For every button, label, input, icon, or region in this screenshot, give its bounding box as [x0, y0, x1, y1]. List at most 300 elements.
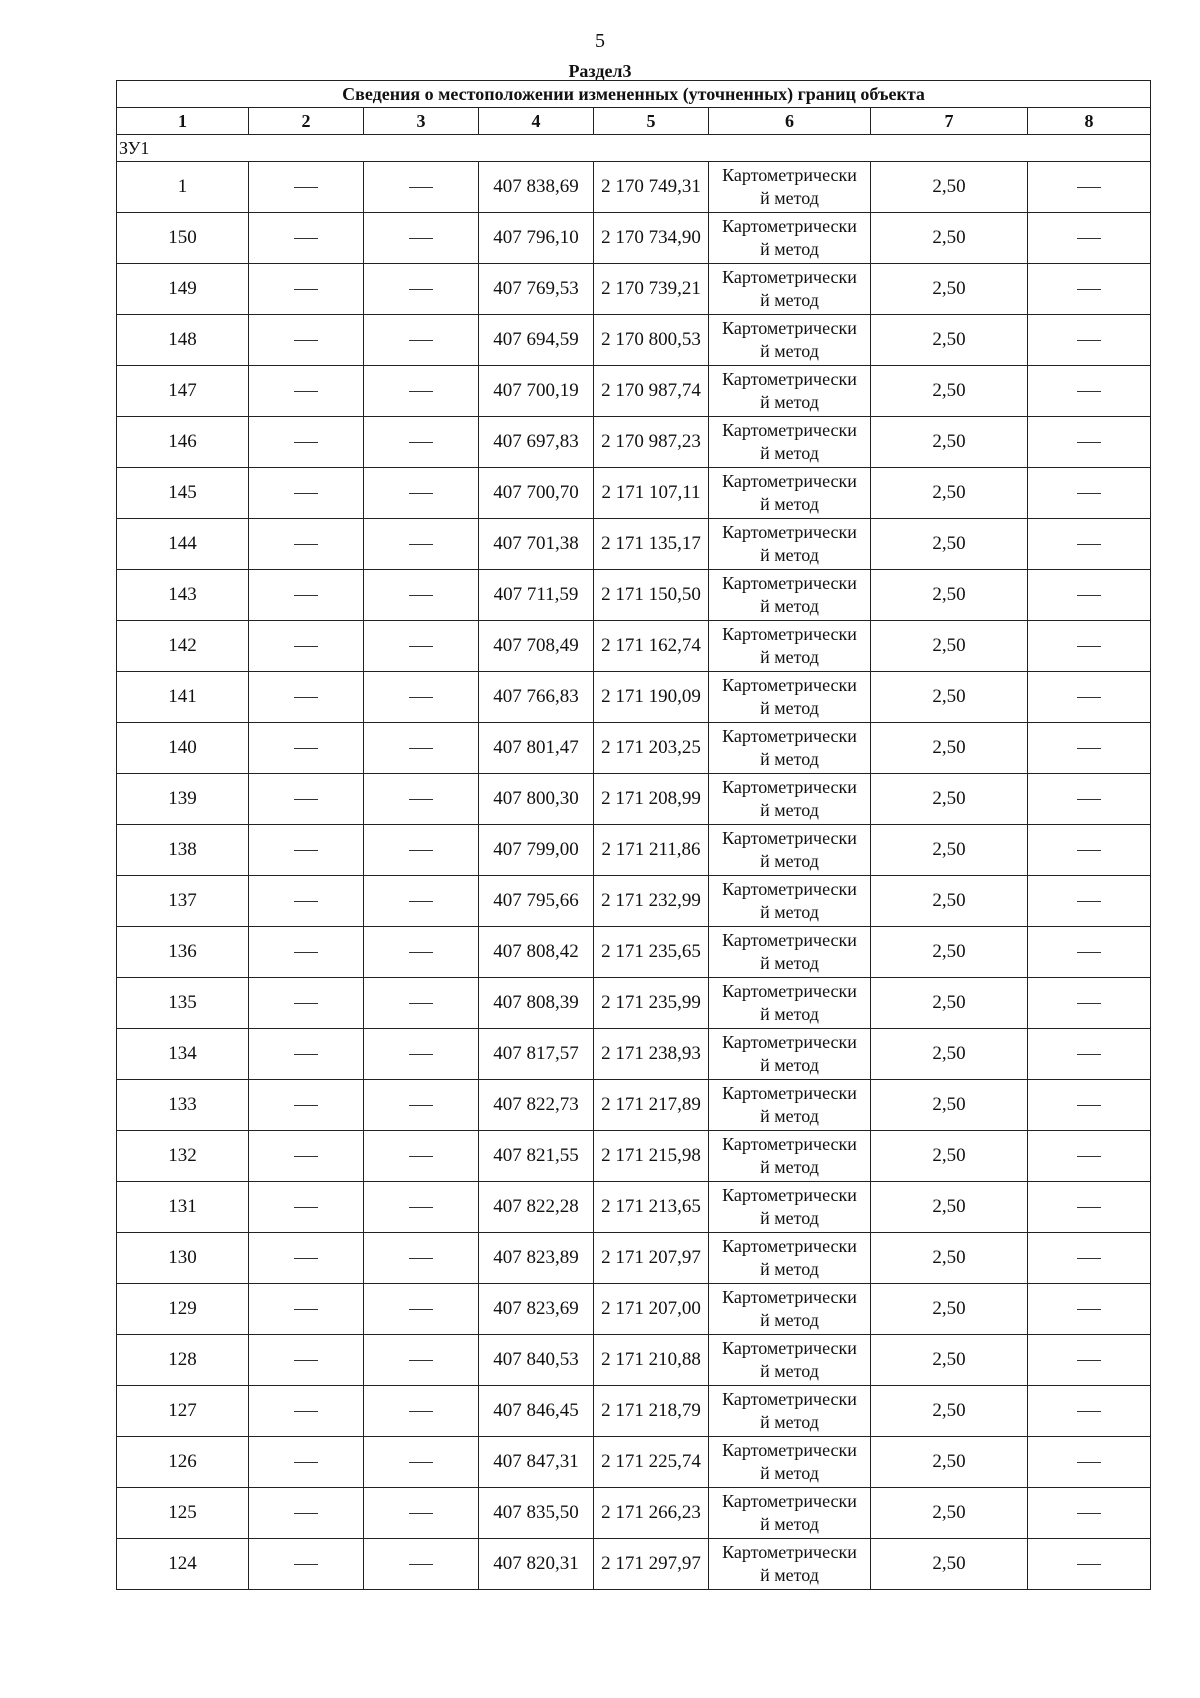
- method-cell: [709, 723, 871, 774]
- method-line-1: Картометрически: [722, 522, 857, 542]
- dash-mark: [294, 1360, 318, 1361]
- y-coordinate-cell: 2 170 987,74: [594, 366, 709, 417]
- y-coordinate-cell: 2 171 207,97: [594, 1233, 709, 1284]
- old-x-cell: [249, 1233, 364, 1284]
- method-line-1: Картометрически: [722, 471, 857, 491]
- dash-mark: [1077, 1003, 1101, 1004]
- method-line-2: й метод: [760, 494, 819, 514]
- accuracy-cell: 2,50: [871, 1233, 1028, 1284]
- y-coordinate-cell: 2 171 266,23: [594, 1488, 709, 1539]
- old-y-cell: [364, 978, 479, 1029]
- dash-mark: [1077, 748, 1101, 749]
- old-y-cell: [364, 774, 479, 825]
- dash-mark: [294, 1564, 318, 1565]
- table-row: [117, 1539, 1151, 1590]
- description-cell: [1028, 1131, 1151, 1182]
- dash-mark: [1077, 697, 1101, 698]
- y-coordinate-cell: 2 171 215,98: [594, 1131, 709, 1182]
- method-line-1: Картометрически: [722, 1338, 857, 1358]
- point-number-cell: 130: [117, 1233, 249, 1284]
- accuracy-cell: 2,50: [871, 1488, 1028, 1539]
- method-line-2: й метод: [760, 953, 819, 973]
- method-line-2: й метод: [760, 1412, 819, 1432]
- x-coordinate-cell: 407 801,47: [479, 723, 594, 774]
- method-line-1: Картометрически: [722, 624, 857, 644]
- dash-mark: [294, 748, 318, 749]
- dash-mark: [1077, 187, 1101, 188]
- dash-mark: [409, 1462, 433, 1463]
- old-y-cell: [364, 1284, 479, 1335]
- accuracy-cell: 2,50: [871, 1335, 1028, 1386]
- dash-mark: [1077, 850, 1101, 851]
- old-x-cell: [249, 978, 364, 1029]
- point-number-cell: 143: [117, 570, 249, 621]
- point-number-cell: 127: [117, 1386, 249, 1437]
- y-coordinate-cell: 2 171 210,88: [594, 1335, 709, 1386]
- x-coordinate-cell: 407 823,89: [479, 1233, 594, 1284]
- dash-mark: [1077, 1309, 1101, 1310]
- description-cell: [1028, 1539, 1151, 1590]
- point-number-cell: 134: [117, 1029, 249, 1080]
- column-number-header: 5: [594, 108, 709, 135]
- y-coordinate-cell: 2 171 203,25: [594, 723, 709, 774]
- table-row: [117, 1233, 1151, 1284]
- description-cell: [1028, 315, 1151, 366]
- table-title: Сведения о местоположении измененных (уточненных) границ объекта: [117, 81, 1151, 108]
- description-cell: [1028, 1284, 1151, 1335]
- point-number-cell: 145: [117, 468, 249, 519]
- dash-mark: [409, 187, 433, 188]
- method-cell: [709, 264, 871, 315]
- x-coordinate-cell: 407 847,31: [479, 1437, 594, 1488]
- description-cell: [1028, 927, 1151, 978]
- method-line-2: й метод: [760, 1106, 819, 1126]
- dash-mark: [409, 238, 433, 239]
- description-cell: [1028, 417, 1151, 468]
- dash-mark: [294, 1258, 318, 1259]
- description-cell: [1028, 213, 1151, 264]
- old-y-cell: [364, 213, 479, 264]
- x-coordinate-cell: 407 800,30: [479, 774, 594, 825]
- method-line-1: Картометрически: [722, 165, 857, 185]
- accuracy-cell: 2,50: [871, 213, 1028, 264]
- method-cell: [709, 927, 871, 978]
- description-cell: [1028, 570, 1151, 621]
- dash-mark: [409, 1564, 433, 1565]
- table-row: [117, 672, 1151, 723]
- column-number-row: [117, 108, 1151, 135]
- description-cell: [1028, 1233, 1151, 1284]
- dash-mark: [1077, 952, 1101, 953]
- dash-mark: [294, 442, 318, 443]
- x-coordinate-cell: 407 700,19: [479, 366, 594, 417]
- dash-mark: [1077, 289, 1101, 290]
- point-number-cell: 137: [117, 876, 249, 927]
- y-coordinate-cell: 2 171 208,99: [594, 774, 709, 825]
- dash-mark: [409, 391, 433, 392]
- y-coordinate-cell: 2 171 213,65: [594, 1182, 709, 1233]
- old-y-cell: [364, 1437, 479, 1488]
- accuracy-cell: 2,50: [871, 621, 1028, 672]
- method-cell: [709, 621, 871, 672]
- old-y-cell: [364, 417, 479, 468]
- description-cell: [1028, 1029, 1151, 1080]
- accuracy-cell: 2,50: [871, 774, 1028, 825]
- method-cell: [709, 1488, 871, 1539]
- accuracy-cell: 2,50: [871, 927, 1028, 978]
- dash-mark: [409, 952, 433, 953]
- x-coordinate-cell: 407 795,66: [479, 876, 594, 927]
- dash-mark: [409, 1156, 433, 1157]
- y-coordinate-cell: 2 171 107,11: [594, 468, 709, 519]
- dash-mark: [294, 952, 318, 953]
- old-x-cell: [249, 162, 364, 213]
- y-coordinate-cell: 2 171 225,74: [594, 1437, 709, 1488]
- dash-mark: [1077, 1513, 1101, 1514]
- x-coordinate-cell: 407 708,49: [479, 621, 594, 672]
- point-number-cell: 136: [117, 927, 249, 978]
- section-title: Раздел3: [568, 61, 632, 81]
- table-row: [117, 1386, 1151, 1437]
- method-line-2: й метод: [760, 1514, 819, 1534]
- old-y-cell: [364, 519, 479, 570]
- method-line-1: Картометрически: [722, 1287, 857, 1307]
- accuracy-cell: 2,50: [871, 1386, 1028, 1437]
- method-line-1: Картометрически: [722, 777, 857, 797]
- x-coordinate-cell: 407 700,70: [479, 468, 594, 519]
- point-number-cell: 141: [117, 672, 249, 723]
- table-row: [117, 213, 1151, 264]
- dash-mark: [1077, 1462, 1101, 1463]
- table-row: [117, 1182, 1151, 1233]
- table-row: [117, 366, 1151, 417]
- accuracy-cell: 2,50: [871, 876, 1028, 927]
- method-line-1: Картометрически: [722, 1491, 857, 1511]
- table-row: [117, 621, 1151, 672]
- method-line-1: Картометрически: [722, 930, 857, 950]
- point-number-cell: 131: [117, 1182, 249, 1233]
- table-row: [117, 315, 1151, 366]
- description-cell: [1028, 621, 1151, 672]
- method-line-1: Картометрически: [722, 879, 857, 899]
- column-number-header: 7: [871, 108, 1028, 135]
- method-line-2: й метод: [760, 851, 819, 871]
- old-x-cell: [249, 723, 364, 774]
- old-x-cell: [249, 1131, 364, 1182]
- method-line-2: й метод: [760, 392, 819, 412]
- point-number-cell: 138: [117, 825, 249, 876]
- accuracy-cell: 2,50: [871, 978, 1028, 1029]
- point-number-cell: 144: [117, 519, 249, 570]
- description-cell: [1028, 774, 1151, 825]
- point-number-cell: 140: [117, 723, 249, 774]
- method-line-1: Картометрически: [722, 1134, 857, 1154]
- dash-mark: [409, 1054, 433, 1055]
- dash-mark: [1077, 1054, 1101, 1055]
- group-label: ЗУ1: [117, 135, 1151, 162]
- dash-mark: [1077, 1360, 1101, 1361]
- dash-mark: [1077, 340, 1101, 341]
- table-row: [117, 1131, 1151, 1182]
- y-coordinate-cell: 2 171 162,74: [594, 621, 709, 672]
- dash-mark: [294, 901, 318, 902]
- method-cell: [709, 213, 871, 264]
- description-cell: [1028, 825, 1151, 876]
- method-line-2: й метод: [760, 443, 819, 463]
- old-y-cell: [364, 825, 479, 876]
- old-y-cell: [364, 468, 479, 519]
- dash-mark: [294, 289, 318, 290]
- point-number-cell: 135: [117, 978, 249, 1029]
- method-line-1: Картометрически: [722, 1236, 857, 1256]
- table-row: [117, 162, 1151, 213]
- dash-mark: [294, 1462, 318, 1463]
- method-cell: [709, 774, 871, 825]
- old-y-cell: [364, 315, 479, 366]
- y-coordinate-cell: 2 171 218,79: [594, 1386, 709, 1437]
- y-coordinate-cell: 2 170 749,31: [594, 162, 709, 213]
- dash-mark: [1077, 901, 1101, 902]
- method-cell: [709, 162, 871, 213]
- y-coordinate-cell: 2 171 235,65: [594, 927, 709, 978]
- dash-mark: [1077, 1564, 1101, 1565]
- y-coordinate-cell: 2 171 238,93: [594, 1029, 709, 1080]
- dash-mark: [409, 799, 433, 800]
- column-number-header: 1: [117, 108, 249, 135]
- description-cell: [1028, 672, 1151, 723]
- y-coordinate-cell: 2 171 217,89: [594, 1080, 709, 1131]
- accuracy-cell: 2,50: [871, 1182, 1028, 1233]
- method-line-1: Картометрически: [722, 675, 857, 695]
- old-x-cell: [249, 927, 364, 978]
- dash-mark: [294, 493, 318, 494]
- dash-mark: [409, 595, 433, 596]
- old-y-cell: [364, 1233, 479, 1284]
- y-coordinate-cell: 2 171 190,09: [594, 672, 709, 723]
- description-cell: [1028, 468, 1151, 519]
- accuracy-cell: 2,50: [871, 264, 1028, 315]
- dash-mark: [409, 442, 433, 443]
- dash-mark: [409, 1360, 433, 1361]
- dash-mark: [294, 187, 318, 188]
- old-x-cell: [249, 672, 364, 723]
- method-line-2: й метод: [760, 1055, 819, 1075]
- point-number-cell: 133: [117, 1080, 249, 1131]
- x-coordinate-cell: 407 846,45: [479, 1386, 594, 1437]
- dash-mark: [294, 340, 318, 341]
- dash-mark: [1077, 391, 1101, 392]
- method-line-2: й метод: [760, 545, 819, 565]
- boundary-coordinates-table: [116, 80, 1151, 1590]
- accuracy-cell: 2,50: [871, 417, 1028, 468]
- accuracy-cell: 2,50: [871, 468, 1028, 519]
- y-coordinate-cell: 2 170 800,53: [594, 315, 709, 366]
- table-row: [117, 1080, 1151, 1131]
- description-cell: [1028, 264, 1151, 315]
- old-x-cell: [249, 213, 364, 264]
- dash-mark: [409, 1105, 433, 1106]
- accuracy-cell: 2,50: [871, 1080, 1028, 1131]
- method-cell: [709, 825, 871, 876]
- x-coordinate-cell: 407 820,31: [479, 1539, 594, 1590]
- method-cell: [709, 1386, 871, 1437]
- dash-mark: [409, 544, 433, 545]
- old-y-cell: [364, 1029, 479, 1080]
- old-y-cell: [364, 672, 479, 723]
- x-coordinate-cell: 407 840,53: [479, 1335, 594, 1386]
- point-number-cell: 129: [117, 1284, 249, 1335]
- method-line-1: Картометрически: [722, 216, 857, 236]
- old-x-cell: [249, 366, 364, 417]
- point-number-cell: 132: [117, 1131, 249, 1182]
- method-line-2: й метод: [760, 800, 819, 820]
- point-number-cell: 125: [117, 1488, 249, 1539]
- old-x-cell: [249, 1029, 364, 1080]
- accuracy-cell: 2,50: [871, 1131, 1028, 1182]
- old-y-cell: [364, 1080, 479, 1131]
- column-number-header: 3: [364, 108, 479, 135]
- old-y-cell: [364, 1335, 479, 1386]
- method-cell: [709, 1539, 871, 1590]
- old-y-cell: [364, 723, 479, 774]
- y-coordinate-cell: 2 171 211,86: [594, 825, 709, 876]
- method-line-2: й метод: [760, 1259, 819, 1279]
- old-x-cell: [249, 825, 364, 876]
- point-number-cell: 150: [117, 213, 249, 264]
- method-line-1: Картометрически: [722, 1542, 857, 1562]
- dash-mark: [409, 1513, 433, 1514]
- method-line-1: Картометрически: [722, 369, 857, 389]
- accuracy-cell: 2,50: [871, 519, 1028, 570]
- dash-mark: [1077, 646, 1101, 647]
- accuracy-cell: 2,50: [871, 1437, 1028, 1488]
- method-line-1: Картометрически: [722, 1389, 857, 1409]
- description-cell: [1028, 162, 1151, 213]
- dash-mark: [409, 1207, 433, 1208]
- method-cell: [709, 417, 871, 468]
- x-coordinate-cell: 407 711,59: [479, 570, 594, 621]
- method-cell: [709, 1335, 871, 1386]
- method-line-2: й метод: [760, 1004, 819, 1024]
- dash-mark: [409, 1309, 433, 1310]
- dash-mark: [409, 1258, 433, 1259]
- method-cell: [709, 1437, 871, 1488]
- dash-mark: [294, 238, 318, 239]
- method-line-1: Картометрически: [722, 318, 857, 338]
- page-number: 5: [595, 30, 605, 52]
- dash-mark: [1077, 238, 1101, 239]
- old-y-cell: [364, 264, 479, 315]
- description-cell: [1028, 978, 1151, 1029]
- dash-mark: [409, 901, 433, 902]
- dash-mark: [294, 799, 318, 800]
- method-line-2: й метод: [760, 1463, 819, 1483]
- description-cell: [1028, 1080, 1151, 1131]
- table-row: [117, 417, 1151, 468]
- point-number-cell: 147: [117, 366, 249, 417]
- x-coordinate-cell: 407 823,69: [479, 1284, 594, 1335]
- old-x-cell: [249, 621, 364, 672]
- old-y-cell: [364, 1131, 479, 1182]
- table-row: [117, 978, 1151, 1029]
- dash-mark: [294, 391, 318, 392]
- method-line-1: Картометрически: [722, 1083, 857, 1103]
- description-cell: [1028, 1488, 1151, 1539]
- old-x-cell: [249, 519, 364, 570]
- old-x-cell: [249, 264, 364, 315]
- accuracy-cell: 2,50: [871, 825, 1028, 876]
- method-line-1: Картометрически: [722, 267, 857, 287]
- method-line-1: Картометрически: [722, 1440, 857, 1460]
- method-cell: [709, 1029, 871, 1080]
- method-cell: [709, 1284, 871, 1335]
- table-row: [117, 1437, 1151, 1488]
- dash-mark: [409, 850, 433, 851]
- dash-mark: [1077, 1156, 1101, 1157]
- x-coordinate-cell: 407 799,00: [479, 825, 594, 876]
- point-number-cell: 148: [117, 315, 249, 366]
- method-line-2: й метод: [760, 698, 819, 718]
- method-line-2: й метод: [760, 188, 819, 208]
- accuracy-cell: 2,50: [871, 1029, 1028, 1080]
- dash-mark: [409, 1003, 433, 1004]
- old-y-cell: [364, 1386, 479, 1437]
- method-cell: [709, 1080, 871, 1131]
- old-y-cell: [364, 927, 479, 978]
- accuracy-cell: 2,50: [871, 570, 1028, 621]
- old-x-cell: [249, 876, 364, 927]
- old-x-cell: [249, 1437, 364, 1488]
- old-y-cell: [364, 162, 479, 213]
- dash-mark: [294, 1003, 318, 1004]
- method-line-2: й метод: [760, 1361, 819, 1381]
- description-cell: [1028, 876, 1151, 927]
- old-x-cell: [249, 1182, 364, 1233]
- description-cell: [1028, 519, 1151, 570]
- method-line-1: Картометрически: [722, 420, 857, 440]
- x-coordinate-cell: 407 821,55: [479, 1131, 594, 1182]
- dash-mark: [294, 544, 318, 545]
- dash-mark: [294, 1054, 318, 1055]
- method-cell: [709, 672, 871, 723]
- old-y-cell: [364, 366, 479, 417]
- dash-mark: [409, 646, 433, 647]
- x-coordinate-cell: 407 796,10: [479, 213, 594, 264]
- dash-mark: [409, 748, 433, 749]
- dash-mark: [294, 1156, 318, 1157]
- y-coordinate-cell: 2 171 235,99: [594, 978, 709, 1029]
- point-number-cell: 126: [117, 1437, 249, 1488]
- description-cell: [1028, 1335, 1151, 1386]
- dash-mark: [1077, 799, 1101, 800]
- method-cell: [709, 876, 871, 927]
- method-line-2: й метод: [760, 647, 819, 667]
- method-line-1: Картометрически: [722, 726, 857, 746]
- x-coordinate-cell: 407 766,83: [479, 672, 594, 723]
- column-number-header: 8: [1028, 108, 1151, 135]
- description-cell: [1028, 1386, 1151, 1437]
- method-line-1: Картометрически: [722, 1185, 857, 1205]
- old-y-cell: [364, 1182, 479, 1233]
- table-row: [117, 876, 1151, 927]
- dash-mark: [1077, 1105, 1101, 1106]
- dash-mark: [294, 1513, 318, 1514]
- description-cell: [1028, 723, 1151, 774]
- method-line-2: й метод: [760, 1157, 819, 1177]
- old-y-cell: [364, 876, 479, 927]
- old-x-cell: [249, 570, 364, 621]
- table-row: [117, 1284, 1151, 1335]
